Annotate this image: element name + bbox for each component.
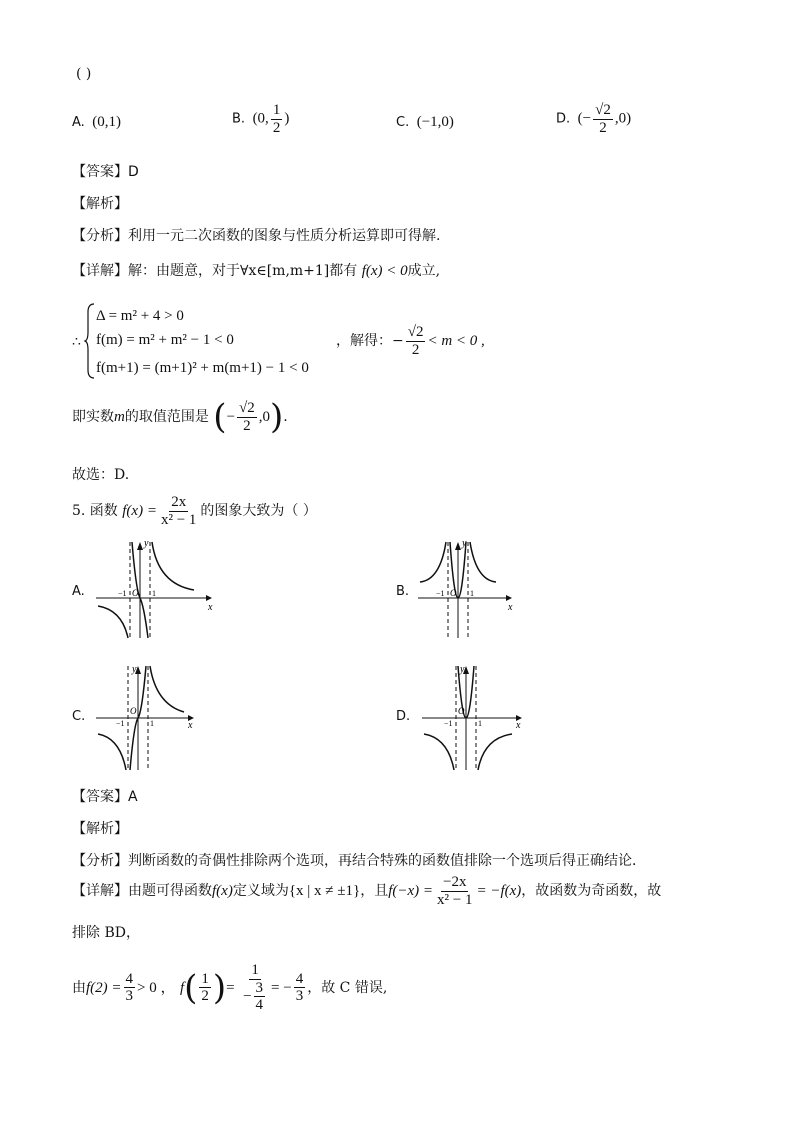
svg-text:x: x [188, 720, 193, 731]
graph-b [416, 540, 546, 640]
option-c: C. (−1,0) [396, 114, 454, 130]
svg-text:−1: −1 [118, 589, 127, 598]
svg-text:1: 1 [152, 589, 156, 598]
q5-analysis-tag: 【解析】 [72, 821, 128, 837]
system-line-3: f(m+1) = (m+1)² + m(m+1) − 1 < 0 [96, 360, 309, 376]
q5-answer-line: 【答案】A [72, 789, 138, 805]
option-a: A. (0,1) [72, 114, 122, 130]
svg-text:1: 1 [478, 719, 482, 728]
svg-text:y: y [462, 540, 467, 549]
xiangjie-line: 【详解】解：由题意，对于∀x∈[m,m+1]都有 f(x) < 0成立, [72, 263, 441, 279]
solve-result: ，解得：− $\frac{√2}{2}$ < m < 0 , [336, 324, 485, 358]
graph-c [94, 664, 224, 774]
svg-text:x: x [508, 602, 513, 613]
graph-c-label: C. [72, 709, 86, 724]
option-b: B. (0, $\frac{1}{2}$ ) [232, 102, 290, 136]
analysis-tag: 【解析】 [72, 196, 128, 212]
svg-text:−1: −1 [436, 589, 445, 598]
graph-a-label: A. [72, 584, 85, 599]
q5-stem: 5. 函数 f(x) = $\frac{2x}{\text{x² − 1}}$ 的图象大致为（ ） [72, 494, 317, 528]
graph-d-label: D. [396, 709, 411, 724]
option-d: D. (− $\frac{√2}{2}$ ,0) [556, 102, 632, 136]
svg-text:x: x [516, 720, 521, 731]
q5-xiangjie-line: 【详解】由题可得函数f(x)定义域为{x | x ≠ ±1}，且f(−x) = $\frac{-2x}{\text{x² − 1}}$ = −f(x)，故函数为奇函数，故 [72, 874, 662, 908]
q5-xiangjie-line-3: 由f(2) = $\frac{4}{3}$ > 0 ， f( $\frac{1}{2}$ )= 1 − $\frac{3}{4}$ = − $\frac{4}{3}$ ，故 C 错误, [72, 962, 388, 1013]
svg-text:O: O [130, 706, 137, 716]
range-line: 即实数m的取值范围是 (− $\frac{√2}{2}$ ,0). [72, 397, 288, 437]
svg-text:y: y [460, 664, 465, 675]
svg-text:y: y [144, 540, 149, 549]
svg-text:y: y [132, 664, 137, 675]
system-line-2: f(m) = m² + m² − 1 < 0 [96, 332, 234, 348]
fenxi-line: 【分析】利用一元二次函数的图象与性质分析运算即可得解. [72, 228, 441, 244]
graph-d [420, 664, 540, 774]
answer-line: 【答案】D [72, 164, 139, 180]
conclusion: 故选：D. [72, 467, 130, 483]
question-paren: ( ) [76, 66, 92, 82]
q5-fenxi-line: 【分析】判断函数的奇偶性排除两个选项，再结合特殊的函数值排除一个选项后得正确结论． [72, 853, 646, 869]
therefore-symbol: ∴ [72, 334, 81, 350]
svg-text:1: 1 [470, 589, 474, 598]
svg-text:O: O [132, 588, 139, 598]
svg-text:O: O [450, 588, 457, 598]
q5-xiangjie-line-2: 排除 BD， [72, 925, 140, 941]
svg-text:1: 1 [150, 719, 154, 728]
svg-text:x: x [208, 602, 213, 613]
system-line-1: Δ = m² + 4 > 0 [96, 308, 184, 324]
svg-text:O: O [458, 706, 465, 716]
graph-b-label: B. [396, 584, 410, 599]
svg-text:−1: −1 [116, 719, 125, 728]
brace-icon [84, 302, 96, 380]
svg-text:−1: −1 [444, 719, 453, 728]
graph-a [94, 540, 224, 640]
